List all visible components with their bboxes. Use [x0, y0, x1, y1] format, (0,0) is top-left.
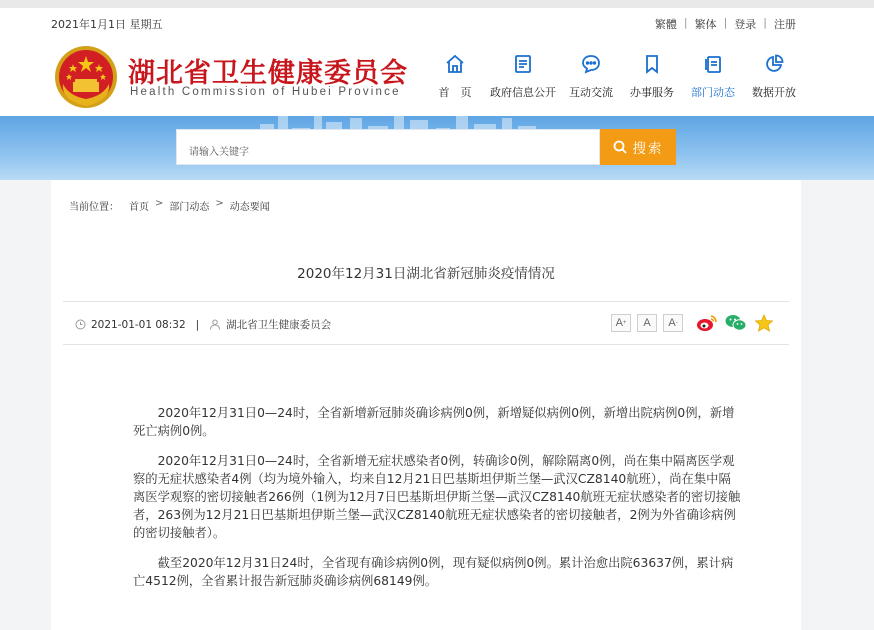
site-subtitle: Health Commission of Hubei Province	[130, 86, 401, 98]
link-traditional-2[interactable]: 繁体	[694, 18, 717, 31]
nav-dept-news[interactable]	[684, 52, 742, 100]
divider	[63, 301, 789, 302]
document-icon	[487, 52, 559, 76]
breadcrumb-home[interactable]: 首页	[129, 202, 149, 213]
search-button-label: 搜索	[632, 141, 664, 157]
nav-gov-info[interactable]	[487, 52, 559, 100]
breadcrumb-dept-news[interactable]: 部门动态	[169, 202, 210, 213]
national-emblem-logo[interactable]	[53, 44, 119, 110]
weibo-icon[interactable]	[696, 314, 718, 332]
separator: |	[723, 16, 728, 29]
article-meta	[75, 317, 331, 332]
search-icon	[613, 140, 627, 154]
nav-dept-news-label: 部门动态	[691, 86, 735, 99]
nav-open-data[interactable]	[745, 52, 803, 100]
article-paragraph: 2020年12月31日0—24时，全省新增新冠肺炎确诊病例0例，新增疑似病例0例，新增出院病例0例，新增死亡病例0例。	[133, 406, 735, 438]
divider	[63, 344, 789, 345]
nav-gov-info-label: 政府信息公开	[490, 86, 556, 99]
breadcrumb-separator: >	[215, 198, 224, 209]
nav-interaction-label: 互动交流	[569, 86, 613, 99]
font-reset-button[interactable]	[637, 314, 657, 332]
article-paragraph: 2020年12月31日0—24时，全省新增无症状感染者0例，转确诊0例，解除隔离0例，尚在集中隔离医学观察的无症状感染者4例（均为境外输入，均来自12月21日巴基斯坦伊斯兰堡—武汉CZ8140航班），尚在集中隔离医学观察的密切接触者266例（1例为12月7日巴基斯坦伊斯兰堡—武汉CZ8140航班无症状感染者的密切接触者，263例为12月21日巴基斯坦伊斯兰堡—武汉CZ8140航班无症状感染者的密切接触者，2例为外省确诊病例的密切接触者）。	[133, 454, 741, 540]
separator: |	[195, 318, 200, 331]
pie-chart-icon	[745, 52, 803, 76]
link-login[interactable]: 登录	[734, 18, 757, 31]
pages-icon	[684, 52, 742, 76]
breadcrumb-label: 当前位置：	[69, 202, 119, 213]
article-card	[51, 180, 801, 630]
search-button[interactable]	[600, 129, 676, 165]
font-increase-label: A	[615, 317, 623, 329]
separator: |	[763, 16, 767, 29]
breadcrumb-news[interactable]: 动态要闻	[229, 202, 270, 213]
site-title: 湖北省卫生健康委员会	[128, 58, 408, 89]
article-content	[133, 404, 743, 602]
nav-open-data-label: 数据开放	[752, 86, 796, 99]
wechat-icon[interactable]	[725, 314, 747, 332]
nav-services[interactable]	[623, 52, 681, 100]
source-icon	[209, 319, 221, 330]
publish-date: 2021-01-01 08:32	[91, 318, 186, 331]
font-reset-label: A	[643, 317, 651, 329]
separator: |	[683, 16, 688, 29]
nav-interaction[interactable]	[562, 52, 620, 100]
article-title: 2020年12月31日湖北省新冠肺炎疫情情况	[297, 266, 555, 282]
favorite-star-icon[interactable]	[754, 314, 774, 332]
home-icon	[426, 52, 484, 76]
breadcrumb-separator: >	[155, 198, 164, 209]
nav-home[interactable]	[426, 52, 484, 100]
link-register[interactable]: 注册	[774, 18, 796, 31]
current-date: 2021年1月1日 星期五	[51, 18, 163, 31]
article-paragraph: 截至2020年12月31日24时，全省现有确诊病例0例，现有疑似病例0例。累计治愈出院63637例，累计病亡4512例，全省累计报告新冠肺炎确诊病例68149例。	[133, 556, 734, 588]
nav-home-label: 首 页	[438, 86, 472, 99]
nav-services-label: 办事服务	[630, 86, 674, 99]
clock-icon	[75, 319, 86, 330]
site-header	[0, 36, 874, 116]
browser-top-strip	[0, 0, 874, 8]
font-increase-button[interactable]: A +	[611, 314, 631, 332]
font-decrease-label: A	[668, 317, 676, 329]
article-tools	[611, 314, 774, 332]
article-source: 湖北省卫生健康委员会	[226, 319, 332, 331]
font-decrease-button[interactable]: A -	[663, 314, 683, 332]
breadcrumb	[69, 198, 270, 213]
search-input[interactable]: 请输入关键字	[176, 129, 600, 165]
chat-icon	[562, 52, 620, 76]
bookmark-icon	[623, 52, 681, 76]
top-bar	[0, 8, 874, 36]
main-nav	[426, 52, 806, 100]
top-links	[655, 16, 796, 32]
link-traditional-1[interactable]: 繁體	[654, 18, 677, 31]
